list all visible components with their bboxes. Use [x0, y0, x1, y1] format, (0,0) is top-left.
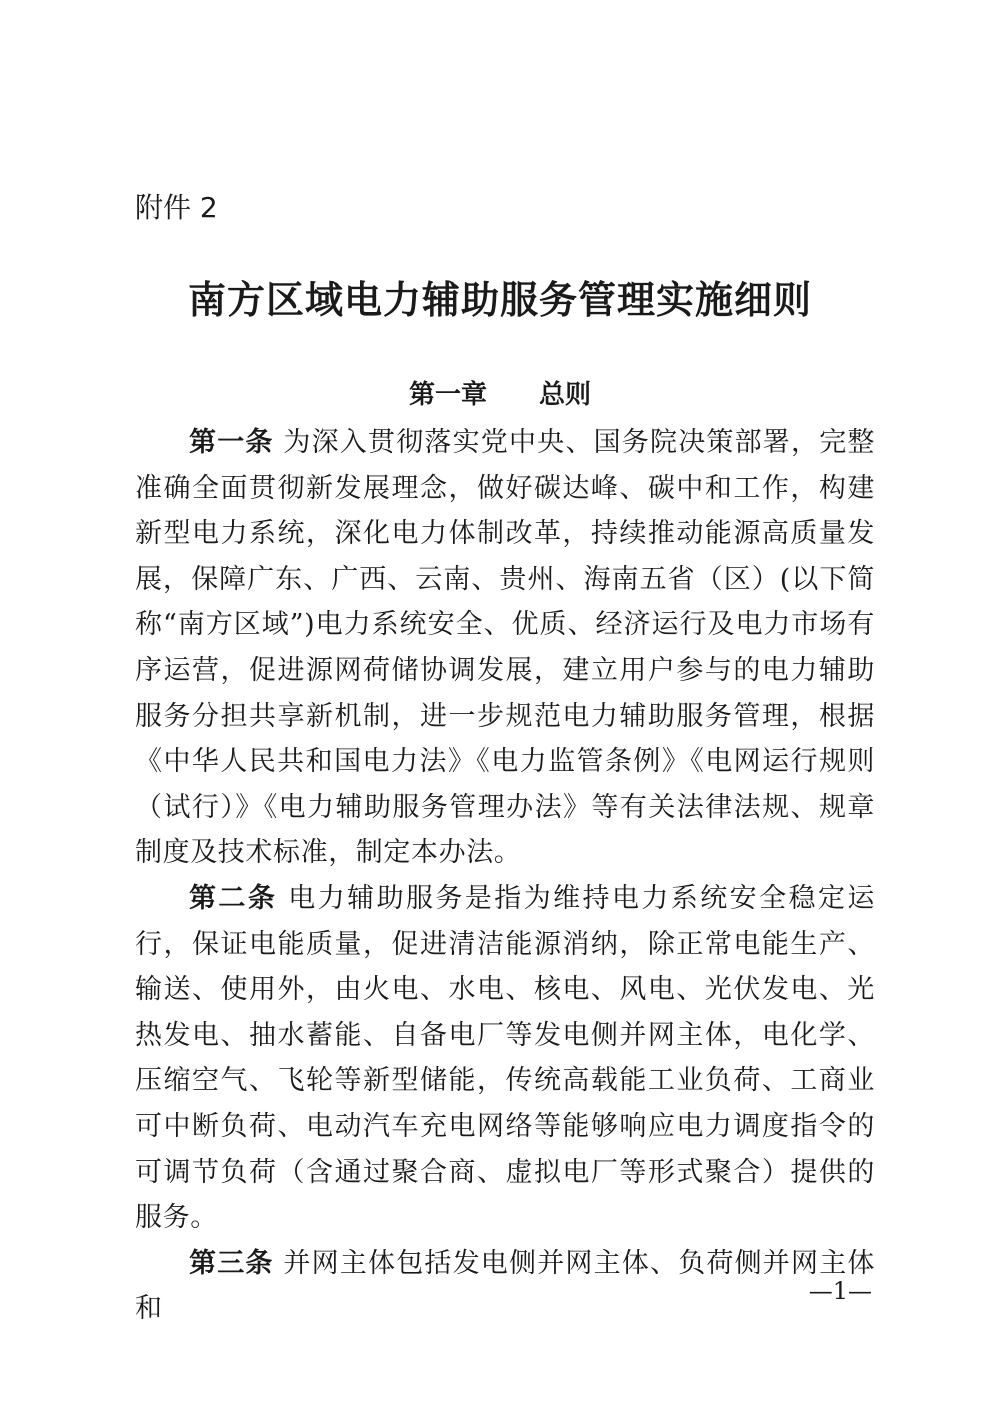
- article-2-text: 电力辅助服务是指为维持电力系统安全稳定运行，保证电能质量，促进清洁能源消纳，除正常电能生产、输送、使用外，由火电、水电、核电、风电、光伏发电、光热发电、抽水蓄能、自备电厂等发电侧并网主体，电化学、压缩空气、飞轮等新型储能，传统高载能工业负荷、工商业可中断负荷、电动汽车充电网络等能够响应电力调度指令的可调节负荷（含通过聚合商、虚拟电厂等形式聚合）提供的服务。: [135, 882, 875, 1234]
- page-number: —1—: [808, 1277, 872, 1305]
- article-1-text: 为深入贯彻落实党中央、国务院决策部署，完整准确全面贯彻新发展理念，做好碳达峰、碳中和工作，构建新型电力系统，深化电力体制改革，持续推动能源高质量发展，保障广东、广西、云南、贵州、海南五省（区）(以下简称“南方区域”)电力系统安全、优质、经济运行及电力市场有序运营，促进源网荷储协调发展，建立用户参与的电力辅助服务分担共享新机制，进一步规范电力辅助服务管理，根据《中华人民共和国电力法》《电力监管条例》《电网运行规则（试行）》《电力辅助服务管理办法》等有关法律法规、规章制度及技术标准，制定本办法。: [135, 427, 875, 869]
- chapter-heading: 第一章 总则: [408, 380, 591, 410]
- attachment-label: 附件 2: [135, 191, 218, 224]
- article-3-text: 并网主体包括发电侧并网主体、负荷侧并网主体和: [135, 1247, 875, 1325]
- article-1: [135, 420, 875, 876]
- article-3: [135, 1241, 875, 1332]
- document-body: [135, 420, 875, 1332]
- article-2-heading: 第二条: [189, 882, 278, 914]
- document-title: 南方区域电力辅助服务管理实施细则: [187, 277, 812, 322]
- article-3-heading: 第三条: [189, 1247, 274, 1279]
- article-1-heading: 第一条: [189, 427, 274, 458]
- article-2: [135, 876, 875, 1241]
